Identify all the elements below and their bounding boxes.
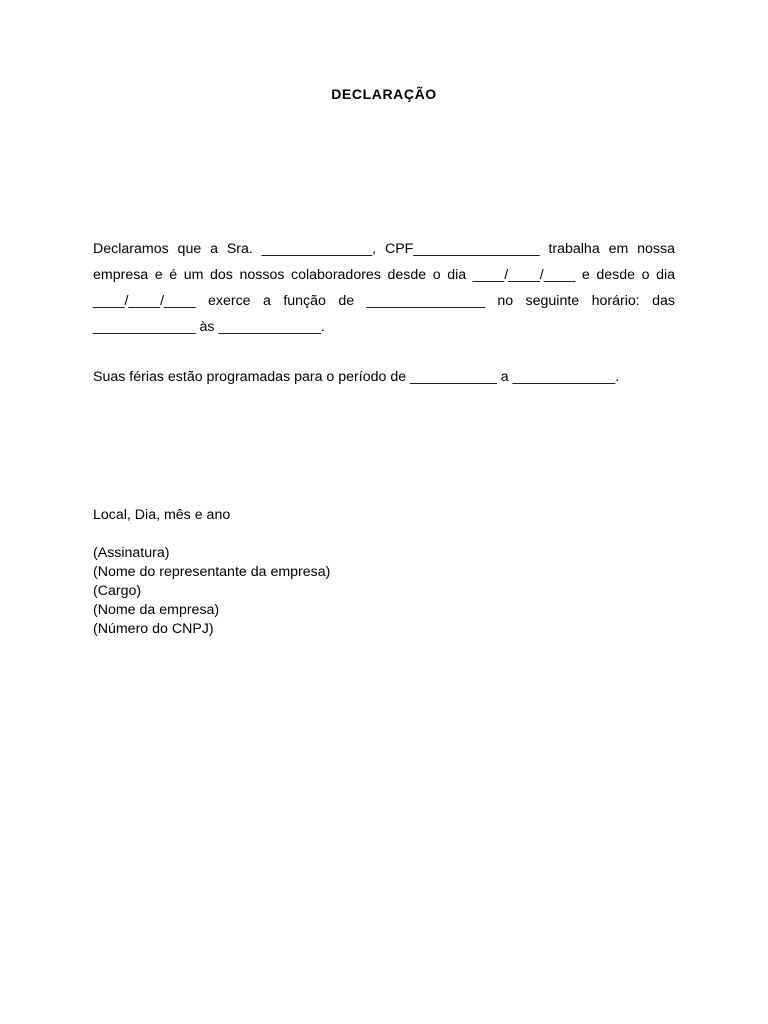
- representative-name-line: (Nome do representante da empresa): [93, 564, 331, 580]
- vacation-paragraph: Suas férias estão programadas para o período de ___________ a _____________.: [93, 369, 620, 385]
- place-date-line: Local, Dia, mês e ano: [93, 507, 231, 523]
- position-line: (Cargo): [93, 583, 142, 599]
- signature-block: [93, 544, 330, 639]
- document-title: DECLARAÇÃO: [331, 86, 437, 102]
- signature-line: (Assinatura): [93, 545, 170, 561]
- declaration-paragraph: Declaramos que a Sra. ______________, CPF________________ trabalha em nossa empresa e é um dos nossos colaboradores desde o dia ____/____/____ e desde o dia ____/____/____ exerce a função de _______________ no seguinte horário: das _____________ às _____________.: [93, 241, 675, 335]
- cnpj-line: (Número do CNPJ): [93, 621, 214, 637]
- company-name-line: (Nome da empresa): [93, 602, 220, 618]
